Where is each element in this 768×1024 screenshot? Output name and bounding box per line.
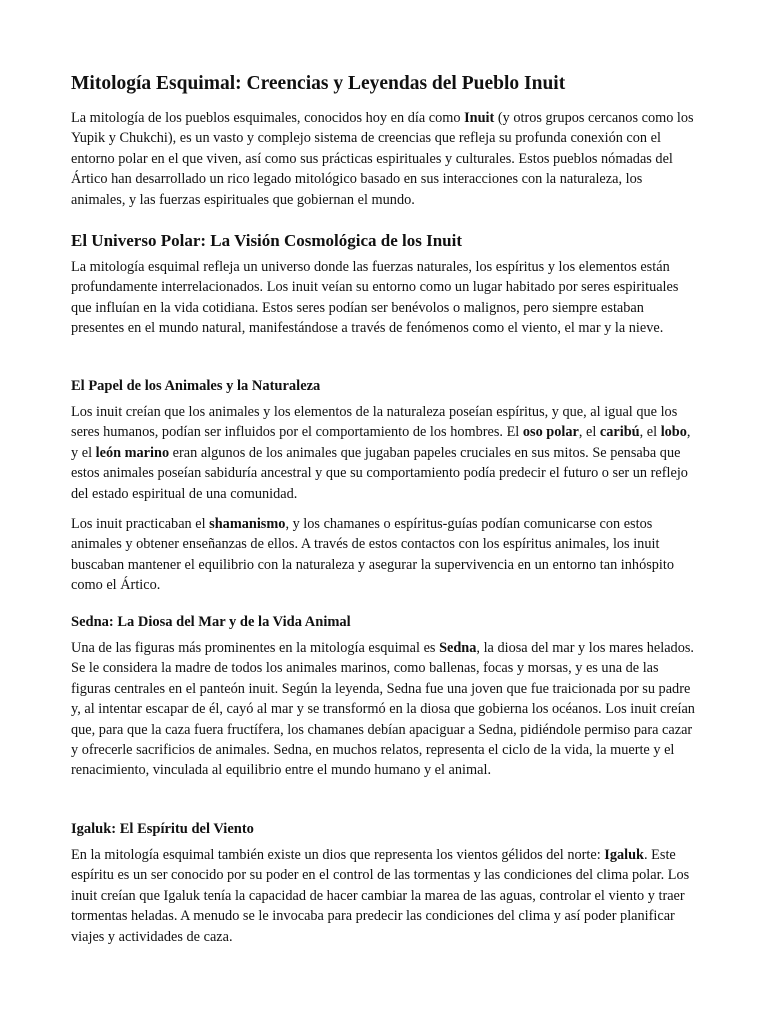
sedna-text-1: Una de las figuras más prominentes en la mitología esquimal es [71,640,440,656]
intro-bold-inuit: Inuit [464,110,495,126]
sedna-text-2: , la diosa del mar y los mares helados. Se le considera la madre de todos los animales marinos, como ballenas, focas y morsas, y es una de las figuras centrales en el panteón inuit. Según la leyenda, Sedna fue una joven que fue traicionada por su padre y, al intentar escapar de él, cayó al mar y se transformó en la diosa que gobierna los océanos. Los inuit creían que, para que la caza fuera fructífera, los chamanes debían apaciguar a Sedna, pidiéndole permiso para cazar y ofrecerle sacrificios de animales. Sedna, en muchos relatos, representa el ciclo de la vida, la muerte y el renacimiento, vinculada al equilibrio entre el mundo humano y el animal. [71,640,695,779]
universo-paragraph: La mitología esquimal refleja un universo donde las fuerzas naturales, los espíritus y los elementos están profundamente interrelacionados. Los inuit veían su entorno como un lugar habitado por seres espirituales que influían en la vida cotidiana. Estos seres podían ser benévolos o malignos, pero siempre estaban presentes en el mundo natural, manifestándose a través de fenómenos como el viento, el mar y la nieve. [71,259,679,337]
intro-paragraph [71,108,699,210]
shamanismo-text-2: , y los chamanes o espíritus-guías podían comunicarse con estos animales y obtener enseñanzas de ellos. A través de estos contactos con los espíritus animales, los inuit buscaban mantener el equilibrio con la naturaleza y asegurar la supervivencia en un entorno tan inhóspito como el Ártico. [71,516,675,594]
igaluk-text-2: . Este espíritu es un ser conocido por su poder en el control de las tormentas y las condiciones del clima polar. Los inuit creían que Igaluk tenía la capacidad de hacer cambiar la marea de las aguas, controlar el viento y traer tormentas heladas. A menudo se le invocaba para predecir las condiciones del clima y así poder planificar viajes y actividades de caza. [71,847,690,945]
shamanismo-text-1: Los inuit practicaban el [71,516,210,532]
section-heading-animales: El Papel de los Animales y la Naturaleza [71,378,321,394]
intro-text-1: La mitología de los pueblos esquimales, conocidos hoy en día como [71,110,465,126]
animales-paragraph-2 [71,514,699,596]
animales-text-3: , el [639,424,661,441]
bold-shamanismo: shamanismo [209,516,286,532]
igaluk-paragraph [71,845,699,947]
animales-paragraph-1 [71,402,699,504]
section-heading-sedna: Sedna: La Diosa del Mar y de la Vida Animal [71,614,351,630]
bold-leon-marino: león marino [95,444,170,461]
bold-oso-polar: oso polar [522,424,579,441]
animales-text-2: , el [578,424,600,441]
igaluk-text-1: En la mitología esquimal también existe un dios que representa los vientos gélidos del norte: [71,847,605,863]
page-title: Mitología Esquimal: Creencias y Leyendas del Pueblo Inuit [71,73,566,94]
animales-text-1: Los inuit creían que los animales y los elementos de la naturaleza poseían espíritus, y que, al igual que los seres humanos, podían ser influidos por el comportamiento de los hombres. El [71,404,678,441]
bold-lobo: lobo [660,424,687,441]
bold-sedna: Sedna [439,640,477,656]
bold-caribu: caribú [599,424,640,441]
animales-text-5: eran algunos de los animales que jugaban papeles cruciales en sus mitos. Se pensaba que estos animales poseían sabiduría ancestral y que su comportamiento podía predecir el futuro o ser un reflejo del estado espiritual de una comunidad. [71,444,688,502]
animales-text-4: , y el [71,424,691,461]
intro-text-2: (y otros grupos cercanos como los Yupik y Chukchi), es un vasto y complejo sistema de creencias que refleja su profunda conexión con el entorno polar en el que viven, así como sus prácticas espirituales y culturales. Estos pueblos nómadas del Ártico han desarrollado un rico legado mitológico basado en sus interacciones con la naturaleza, los animales, y las fuerzas espirituales que gobiernan el mundo. [71,110,694,208]
bold-igaluk: Igaluk [604,847,644,863]
sedna-paragraph [71,638,699,781]
section-heading-universo: El Universo Polar: La Visión Cosmológica de los Inuit [71,231,463,250]
section-heading-igaluk: Igaluk: El Espíritu del Viento [71,821,254,837]
